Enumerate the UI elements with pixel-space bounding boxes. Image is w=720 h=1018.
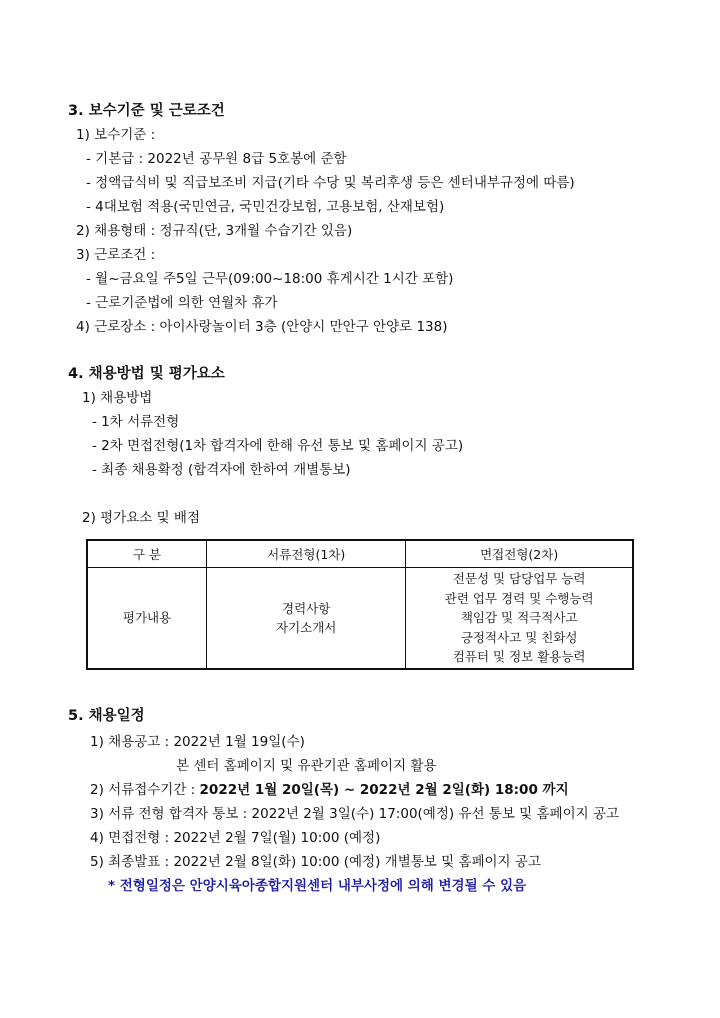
application-period	[90, 781, 569, 799]
pay-standard-label: 1) 보수기준 :	[76, 127, 156, 143]
employment-type: 2) 채용형태 : 정규직(단, 3개월 수습기간 있음)	[76, 223, 353, 239]
criteria-item: 책임감 및 적극적사고	[460, 610, 578, 626]
criteria-item: 긍정적사고 및 친화성	[460, 629, 578, 645]
criteria-item: 컴퓨터 및 정보 활용능력	[452, 649, 586, 665]
interview-date: 4) 면접전형 : 2022년 2월 7일(월) 10:00 (예정)	[90, 830, 381, 846]
work-hours-item: - 월~금요일 주5일 근무(09:00~18:00 휴게시간 1시간 포함)	[86, 271, 454, 287]
work-location: 4) 근로장소 : 아이사랑놀이터 3층 (안양시 만안구 안양로 138)	[76, 319, 448, 335]
hiring-method-label: 1) 채용방법	[82, 390, 153, 406]
insurance-item: - 4대보험 적용(국민연금, 국민건강보험, 고용보험, 산재보험)	[86, 199, 445, 215]
section-3-title: 3. 보수기준 및 근로조건	[68, 103, 225, 119]
announcement-date: 1) 채용공고 : 2022년 1월 19일(수)	[90, 734, 305, 750]
criteria-item: 전문성 및 담당업무 능력	[452, 571, 586, 587]
section-5-title: 5. 채용일정	[68, 708, 145, 724]
table-header-row	[87, 540, 633, 568]
stage-1-item: - 1차 서류전형	[92, 414, 180, 430]
row-label: 평가내용	[87, 568, 207, 670]
announcement-channel: 본 센터 홈페이지 및 유관기관 홈페이지 활용	[176, 758, 437, 774]
stage-2-item: - 2차 면접전형(1차 합격자에 한해 유선 통보 및 홈페이지 공고)	[92, 438, 464, 454]
criteria-item: 관련 업무 경력 및 수행능력	[444, 590, 594, 606]
schedule-change-note: * 전형일정은 안양시육아종합지원센터 내부사정에 의해 변경될 수 있음	[108, 878, 527, 894]
final-stage-item: - 최종 채용확정 (합격자에 한하여 개별통보)	[92, 462, 351, 478]
interview-criteria	[406, 568, 633, 670]
document-criteria	[207, 568, 406, 670]
document-result-notice: 3) 서류 전형 합격자 통보 : 2022년 2월 3일(수) 17:00(예정) 유선 통보 및 홈페이지 공고	[90, 806, 620, 822]
table-header-category: 구 분	[87, 540, 207, 568]
evaluation-label: 2) 평가요소 및 배점	[82, 510, 201, 526]
evaluation-table	[86, 539, 634, 670]
leave-item: - 근로기준법에 의한 연월차 휴가	[86, 295, 278, 311]
criteria-item: 자기소개서	[276, 620, 337, 635]
criteria-item: 경력사항	[282, 600, 331, 616]
application-period-dates: 2022년 1월 20일(목) ~ 2022년 2월 2일(화) 18:00 까지	[199, 782, 569, 798]
table-header-document: 서류전형(1차)	[207, 540, 406, 568]
base-pay-item: - 기본급 : 2022년 공무원 8급 5호봉에 준함	[86, 151, 347, 167]
meal-allowance-item: - 정액급식비 및 직급보조비 지급(기타 수당 및 복리후생 등은 센터내부규정에 따름)	[86, 175, 575, 191]
table-header-interview: 면접전형(2차)	[406, 540, 633, 568]
section-4-title: 4. 채용방법 및 평가요소	[68, 366, 225, 382]
final-announcement: 5) 최종발표 : 2022년 2월 8일(화) 10:00 (예정) 개별통보 및 홈페이지 공고	[90, 854, 541, 870]
work-conditions-label: 3) 근로조건 :	[76, 247, 156, 263]
table-row	[87, 568, 633, 670]
application-period-label: 2) 서류접수기간 :	[90, 782, 200, 798]
